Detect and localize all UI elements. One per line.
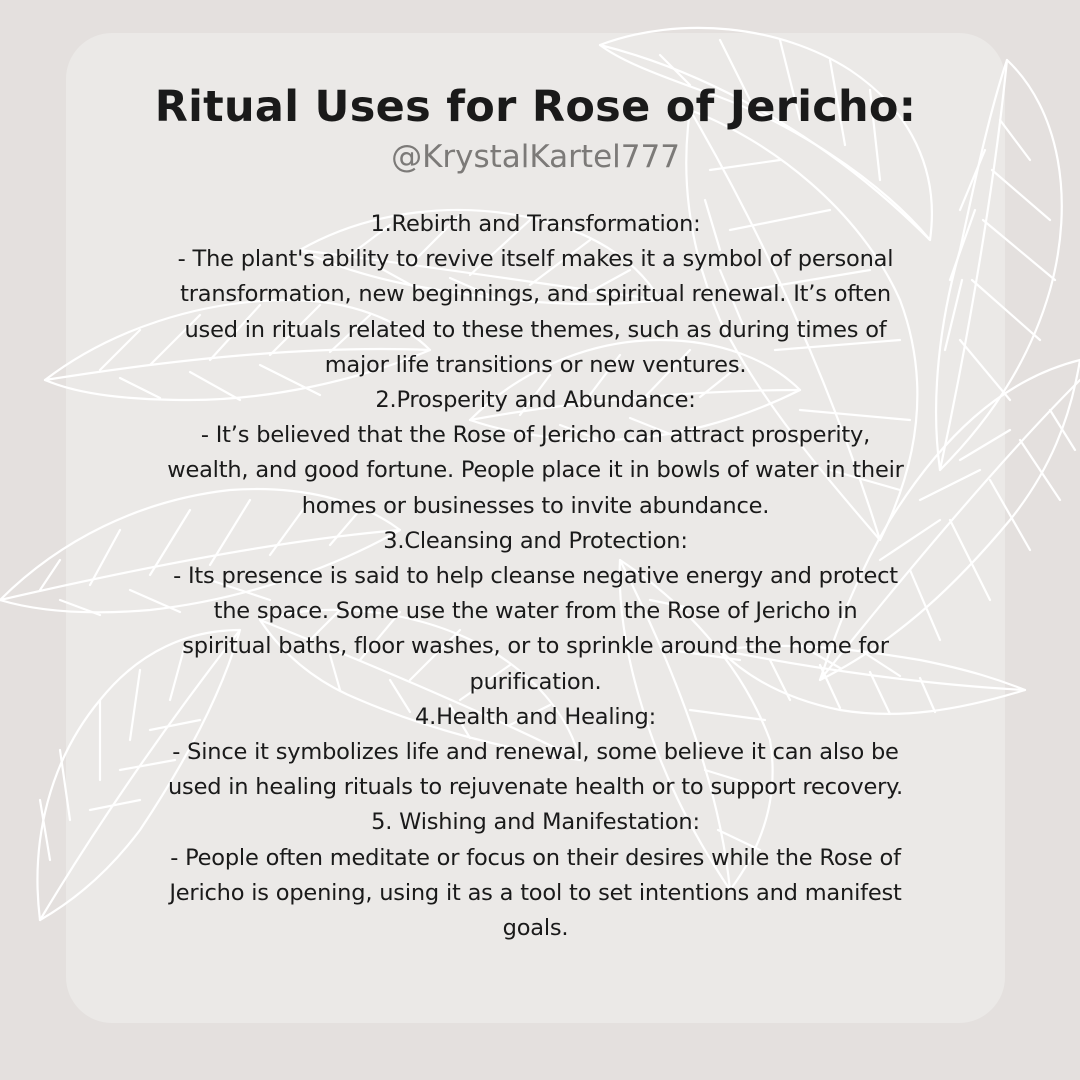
section-wishing (66, 805, 1005, 946)
section-heading: 5. Wishing and Manifestation: (371, 809, 700, 836)
section-health (66, 700, 1005, 806)
section-text-line: major life transitions or new ventures. (324, 351, 747, 378)
section-text-line: used in rituals related to these themes, such as during times of (184, 316, 887, 343)
section-text-line: spiritual baths, floor washes, or to sprinkle around the home for (182, 633, 889, 660)
section-text-line: - People often meditate or focus on their desires while the Rose of (170, 844, 901, 871)
section-text-line: the space. Some use the water from the Rose of Jericho in (213, 598, 858, 625)
section-text-line: purification. (469, 668, 602, 695)
ritual-sections (66, 207, 1005, 946)
page-title: Ritual Uses for Rose of Jericho: (154, 82, 917, 132)
section-cleansing (66, 524, 1005, 700)
section-text-line: - The plant's ability to revive itself makes it a symbol of personal (177, 246, 894, 273)
section-heading: 2.Prosperity and Abundance: (375, 387, 696, 414)
section-text-line: goals. (502, 915, 569, 942)
section-rebirth (66, 207, 1005, 383)
main-content (66, 33, 1005, 946)
section-heading: 4.Health and Healing: (415, 703, 656, 730)
section-prosperity (66, 383, 1005, 524)
author-handle: @KrystalKartel777 (391, 139, 680, 175)
section-text-line: - It’s believed that the Rose of Jericho can attract prosperity, (200, 422, 871, 449)
section-text-line: - Its presence is said to help cleanse negative energy and protect (173, 563, 898, 590)
section-text-line: transformation, new beginnings, and spiritual renewal. It’s often (180, 281, 891, 308)
section-text-line: wealth, and good fortune. People place it in bowls of water in their (167, 457, 904, 484)
section-text-line: Jericho is opening, using it as a tool to set intentions and manifest (169, 879, 902, 906)
section-text-line: homes or businesses to invite abundance. (301, 492, 770, 519)
section-text-line: used in healing rituals to rejuvenate health or to support recovery. (167, 774, 903, 801)
section-heading: 3.Cleansing and Protection: (383, 527, 688, 554)
section-text-line: - Since it symbolizes life and renewal, some believe it can also be (172, 739, 899, 766)
section-heading: 1.Rebirth and Transformation: (370, 211, 701, 237)
